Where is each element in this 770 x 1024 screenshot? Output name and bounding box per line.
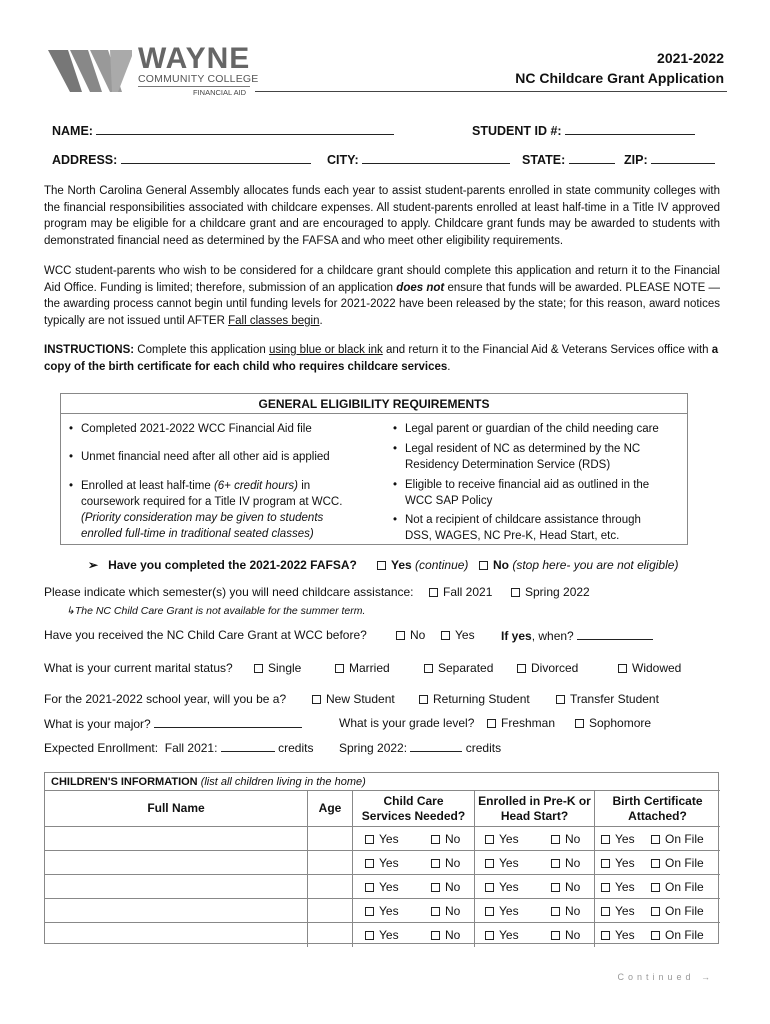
marital-checkbox[interactable] (424, 664, 433, 673)
student-id-line[interactable] (565, 123, 695, 135)
birth-yes-option[interactable]: Yes (601, 928, 635, 942)
children-table (44, 772, 719, 944)
child-care-cell (353, 875, 475, 899)
student-type-option[interactable]: Returning Student (419, 692, 530, 706)
logo-divider (138, 86, 250, 87)
name-line[interactable] (96, 123, 394, 135)
birth-onfile-checkbox[interactable] (651, 931, 660, 940)
care-no-checkbox[interactable] (431, 859, 440, 868)
logo-department: FINANCIAL AID (193, 88, 247, 97)
birth-yes-option[interactable]: Yes (601, 832, 635, 846)
prek-yes-checkbox[interactable] (485, 931, 494, 940)
prek-cell (475, 875, 595, 899)
funding-paragraph: WCC student-parents who wish to be considered for a childcare grant should complete this application and return it to the Financial Aid Office. Funding is limited; therefore, submission of an application does not ensure that funds will be awarded. PLEASE NOTE — the awarding process cannot begin until funding levels for 2021-2022 have been released by the state; for this reason, award notices typically are not issued until AFTER Fall classes begin. (44, 265, 721, 327)
care-no-checkbox[interactable] (431, 883, 440, 892)
prek-yes-option[interactable]: Yes (485, 904, 519, 918)
care-no-option[interactable]: No (431, 880, 460, 894)
city-line[interactable] (362, 152, 510, 164)
marital-question: What is your current marital status? (44, 661, 233, 675)
enrollment-spring-field[interactable]: Spring 2022: credits (339, 741, 502, 755)
return-arrow-icon: ↳ (66, 605, 75, 617)
state-field[interactable] (522, 152, 615, 167)
arrow-bullet-icon: ➢ (88, 558, 99, 572)
student-type-question: For the 2021-2022 school year, will you be a? (44, 692, 287, 706)
name-label: NAME: (52, 124, 93, 138)
col-birth-cert: Birth Certificate Attached? (595, 791, 720, 827)
child-name-cell[interactable] (45, 827, 308, 851)
marital-option[interactable]: Married (335, 661, 390, 675)
prek-cell (475, 899, 595, 923)
col-age: Age (308, 791, 353, 827)
birth-onfile-option[interactable]: On File (651, 832, 704, 846)
birth-yes-checkbox[interactable] (601, 931, 610, 940)
prek-no-checkbox[interactable] (551, 883, 560, 892)
header-rule (255, 91, 727, 92)
care-no-checkbox[interactable] (431, 835, 440, 844)
student-type-checkbox[interactable] (312, 695, 321, 704)
prek-no-checkbox[interactable] (551, 859, 560, 868)
student-id-label: STUDENT ID #: (472, 124, 562, 138)
fall-classes-link: Fall classes begin (228, 314, 320, 327)
child-age-cell[interactable] (308, 851, 353, 875)
received-yes-checkbox[interactable] (441, 631, 450, 640)
child-care-cell (353, 827, 475, 851)
care-no-checkbox[interactable] (431, 907, 440, 916)
continued-label: Continued → (617, 972, 714, 982)
birth-cert-cell (595, 875, 720, 899)
summer-note: ↳The NC Child Care Grant is not available for the summer term. (66, 605, 366, 617)
care-no-option[interactable]: No (431, 856, 460, 870)
student-id-field[interactable] (472, 123, 695, 138)
birth-yes-option[interactable]: Yes (601, 880, 635, 894)
birth-onfile-checkbox[interactable] (651, 907, 660, 916)
received-yes-option[interactable]: Yes (441, 628, 475, 642)
prek-no-option[interactable]: No (551, 928, 580, 942)
child-name-cell[interactable] (45, 875, 308, 899)
care-yes-checkbox[interactable] (365, 859, 374, 868)
marital-option[interactable]: Widowed (618, 661, 681, 675)
prek-no-checkbox[interactable] (551, 907, 560, 916)
student-type-checkbox[interactable] (556, 695, 565, 704)
eligibility-box (60, 393, 688, 545)
birth-onfile-option[interactable]: On File (651, 880, 704, 894)
eligibility-item: • Enrolled at least half-time (6+ credit hours) in coursework required for a Title IV program at WCC. (Priority consideration may be given to students enrolled full-time in traditional seated classes) (67, 478, 367, 542)
city-label: CITY: (327, 153, 359, 167)
prek-yes-option[interactable]: Yes (485, 928, 519, 942)
eligibility-item: • Legal resident of NC as determined by the NC Residency Determination Service (RDS) (391, 441, 661, 473)
care-yes-option[interactable]: Yes (365, 880, 399, 894)
marital-option[interactable]: Divorced (517, 661, 578, 675)
care-yes-option[interactable]: Yes (365, 928, 399, 942)
prek-yes-option[interactable]: Yes (485, 880, 519, 894)
birth-yes-checkbox[interactable] (601, 883, 610, 892)
marital-option[interactable]: Separated (424, 661, 493, 675)
prek-yes-checkbox[interactable] (485, 835, 494, 844)
birth-yes-option[interactable]: Yes (601, 904, 635, 918)
enrollment-fall-field[interactable]: Expected Enrollment: Fall 2021: credits (44, 741, 314, 755)
spring-checkbox[interactable] (511, 588, 520, 597)
grade-option[interactable]: Freshman (487, 716, 555, 730)
children-table-title: CHILDREN'S INFORMATION (list all children living in the home) (45, 773, 720, 791)
fafsa-no-option[interactable]: No (stop here- you are not eligible) (479, 558, 678, 572)
eligibility-item: • Unmet financial need after all other aid is applied (67, 449, 367, 465)
care-yes-option[interactable]: Yes (365, 904, 399, 918)
birth-yes-option[interactable]: Yes (601, 856, 635, 870)
prek-no-option[interactable]: No (551, 880, 580, 894)
state-label: STATE: (522, 153, 566, 167)
marital-checkbox[interactable] (335, 664, 344, 673)
birth-cert-cell (595, 827, 720, 851)
col-child-care: Child Care Services Needed? (353, 791, 475, 827)
grade-option[interactable]: Sophomore (575, 716, 651, 730)
grade-checkbox[interactable] (575, 719, 584, 728)
zip-label: ZIP: (624, 153, 648, 167)
fall-credits-line[interactable] (221, 740, 275, 752)
student-type-checkbox[interactable] (419, 695, 428, 704)
fafsa-question: ➢ Have you completed the 2021-2022 FAFSA? (88, 558, 357, 572)
prek-cell (475, 827, 595, 851)
emphasis-does-not: does not (396, 281, 445, 294)
child-care-cell (353, 923, 475, 947)
student-type-option[interactable]: Transfer Student (556, 692, 659, 706)
prek-yes-checkbox[interactable] (485, 907, 494, 916)
address-label: ADDRESS: (52, 153, 118, 167)
prek-no-option[interactable]: No (551, 904, 580, 918)
semester-fall-option[interactable]: Fall 2021 (429, 585, 492, 599)
form-title: NC Childcare Grant Application (515, 70, 724, 86)
birth-onfile-option[interactable]: On File (651, 856, 704, 870)
state-line[interactable] (569, 152, 615, 164)
major-line[interactable] (154, 716, 302, 728)
student-type-option[interactable]: New Student (312, 692, 395, 706)
care-yes-option[interactable]: Yes (365, 856, 399, 870)
eligibility-item: • Not a recipient of childcare assistance through DSS, WAGES, NC Pre-K, Head Start, etc. (391, 512, 661, 544)
child-name-cell[interactable] (45, 899, 308, 923)
birth-cert-cell (595, 899, 720, 923)
grade-checkbox[interactable] (487, 719, 496, 728)
child-age-cell[interactable] (308, 827, 353, 851)
prek-yes-option[interactable]: Yes (485, 832, 519, 846)
birth-yes-checkbox[interactable] (601, 835, 610, 844)
name-field[interactable] (52, 123, 394, 138)
semester-question: Please indicate which semester(s) you will need childcare assistance: (44, 585, 414, 599)
birth-cert-cell (595, 851, 720, 875)
address-field[interactable] (52, 152, 311, 167)
marital-checkbox[interactable] (517, 664, 526, 673)
eligibility-item: • Completed 2021-2022 WCC Financial Aid file (67, 421, 367, 437)
prek-yes-option[interactable]: Yes (485, 856, 519, 870)
fafsa-yes-option[interactable]: Yes (continue) (377, 558, 468, 572)
marital-checkbox[interactable] (254, 664, 263, 673)
birth-onfile-option[interactable]: On File (651, 904, 704, 918)
col-full-name: Full Name (45, 791, 308, 827)
fall-checkbox[interactable] (429, 588, 438, 597)
care-yes-checkbox[interactable] (365, 835, 374, 844)
prek-no-checkbox[interactable] (551, 835, 560, 844)
marital-checkbox[interactable] (618, 664, 627, 673)
care-no-checkbox[interactable] (431, 931, 440, 940)
received-no-checkbox[interactable] (396, 631, 405, 640)
received-when-field[interactable]: If yes, when? (501, 628, 653, 643)
birth-onfile-checkbox[interactable] (651, 859, 660, 868)
child-age-cell[interactable] (308, 875, 353, 899)
child-age-cell[interactable] (308, 923, 353, 947)
city-field[interactable] (327, 152, 510, 167)
care-yes-checkbox[interactable] (365, 883, 374, 892)
received-question: Have you received the NC Child Care Grant at WCC before? (44, 628, 367, 642)
instructions-label: INSTRUCTIONS: (44, 344, 135, 356)
eligibility-item: • Legal parent or guardian of the child needing care (391, 421, 681, 437)
eligibility-title: GENERAL ELIGIBILITY REQUIREMENTS (61, 394, 687, 414)
child-age-cell[interactable] (308, 899, 353, 923)
priority-note: (Priority consideration may be given to students enrolled full-time in traditional seated classes) (81, 512, 324, 540)
child-care-cell (353, 851, 475, 875)
ink-instruction: using blue or black ink (268, 344, 383, 356)
grade-question: What is your grade level? (339, 716, 475, 730)
child-care-cell (353, 899, 475, 923)
col-prek: Enrolled in Pre-K or Head Start? (475, 791, 595, 827)
prek-cell (475, 923, 595, 947)
care-no-option[interactable]: No (431, 832, 460, 846)
birth-yes-checkbox[interactable] (601, 907, 610, 916)
logo-wordmark: WAYNE (138, 42, 251, 75)
child-name-cell[interactable] (45, 851, 308, 875)
intro-paragraph: The North Carolina General Assembly allocates funds each year to assist student-parents enrolled in state community colleges with the financial responsibilities associated with childcare expenses. All student-parents enrolled at least half-time in a Title IV approved program may be eligible for a childcare grant and are encouraged to apply. Childcare grant funds may be awarded to students with demonstrated financial need as determined by the FAFSA and who meet other eligibility requirements. (44, 185, 720, 247)
birth-cert-cell (595, 923, 720, 947)
major-field[interactable]: What is your major? (44, 716, 302, 731)
prek-no-checkbox[interactable] (551, 931, 560, 940)
birth-yes-checkbox[interactable] (601, 859, 610, 868)
zip-line[interactable] (651, 152, 715, 164)
logo-subtitle: COMMUNITY COLLEGE (138, 73, 259, 85)
care-yes-option[interactable]: Yes (365, 832, 399, 846)
care-no-option[interactable]: No (431, 904, 460, 918)
care-yes-checkbox[interactable] (365, 931, 374, 940)
fafsa-yes-checkbox[interactable] (377, 561, 386, 570)
child-name-cell[interactable] (45, 923, 308, 947)
eligibility-item: • Eligible to receive financial aid as outlined in the WCC SAP Policy (391, 477, 661, 509)
care-no-option[interactable]: No (431, 928, 460, 942)
spring-credits-line[interactable] (410, 740, 462, 752)
received-no-option[interactable]: No (396, 628, 425, 642)
birth-onfile-checkbox[interactable] (651, 835, 660, 844)
prek-yes-checkbox[interactable] (485, 859, 494, 868)
zip-field[interactable] (624, 152, 715, 167)
when-line[interactable] (577, 628, 653, 640)
birth-onfile-option[interactable]: On File (651, 928, 704, 942)
semester-spring-option[interactable]: Spring 2022 (511, 585, 590, 599)
care-yes-checkbox[interactable] (365, 907, 374, 916)
birth-certificate-requirement: a copy of the birth certificate for each child who requires childcare services (44, 344, 719, 373)
form-year: 2021-2022 (657, 50, 724, 66)
instructions-paragraph: INSTRUCTIONS: Complete this application using blue or black ink and return it to the Financial Aid & Veterans Services office with a copy of the birth certificate for each child who requires childcare services. (44, 344, 719, 373)
fafsa-no-checkbox[interactable] (479, 561, 488, 570)
prek-yes-checkbox[interactable] (485, 883, 494, 892)
birth-onfile-checkbox[interactable] (651, 883, 660, 892)
address-line[interactable] (121, 152, 311, 164)
prek-no-option[interactable]: No (551, 856, 580, 870)
marital-option[interactable]: Single (254, 661, 301, 675)
prek-cell (475, 851, 595, 875)
prek-no-option[interactable]: No (551, 832, 580, 846)
